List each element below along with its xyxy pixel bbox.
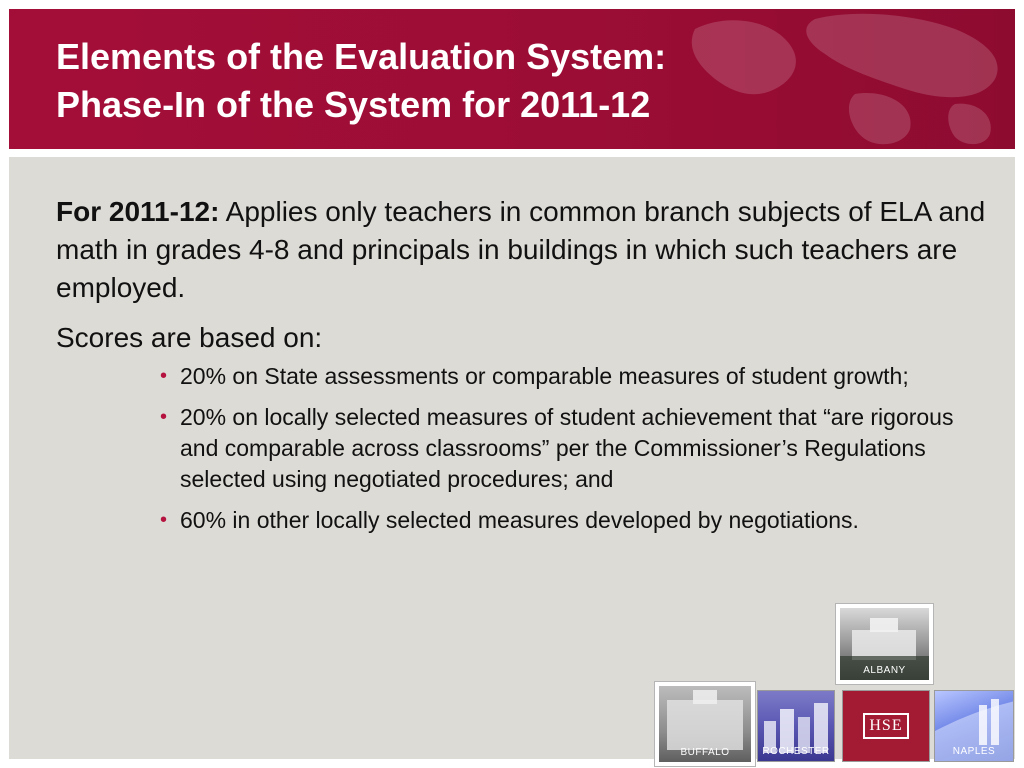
buffalo-photo [655,682,755,766]
albany-label: ALBANY [863,665,906,676]
bullet-text: 60% in other locally selected measures developed by negotiations. [180,507,859,533]
intro-text: Applies only teachers in common branch subjects of ELA and math in grades 4-8 and principals in buildings in which such teachers are employed. [56,196,986,303]
rochester-photo [757,690,835,762]
hse-logo-tile [842,690,930,762]
albany-photo [836,604,933,684]
list-item [158,505,968,536]
slide-title [56,33,956,129]
bullet-icon: • [160,509,168,531]
naples-photo [934,690,1014,762]
slide-body [56,193,986,546]
bullet-text: 20% on State assessments or comparable measures of student growth; [180,363,909,389]
naples-label: NAPLES [952,746,996,757]
hse-logo: HSE [863,713,909,739]
slide-title-line-2: Phase-In of the System for 2011-12 [56,84,651,125]
intro-paragraph [56,193,986,307]
buffalo-label: BUFFALO [680,747,730,758]
list-item [158,361,968,392]
bullet-text: 20% on locally selected measures of student achievement that “are rigorous and comparable across classrooms” per the Commissioner’s Regulations selected using negotiated procedures; and [180,404,954,492]
list-item [158,402,968,495]
title-banner [9,9,1015,149]
bullet-icon: • [160,406,168,428]
scores-heading: Scores are based on: [56,322,323,353]
intro-lead: For 2011-12: [56,196,220,227]
bullet-icon: • [160,365,168,387]
scores-list [158,361,968,536]
slide-title-line-1: Elements of the Evaluation System: [56,36,667,77]
rochester-label: ROCHESTER [762,746,830,757]
